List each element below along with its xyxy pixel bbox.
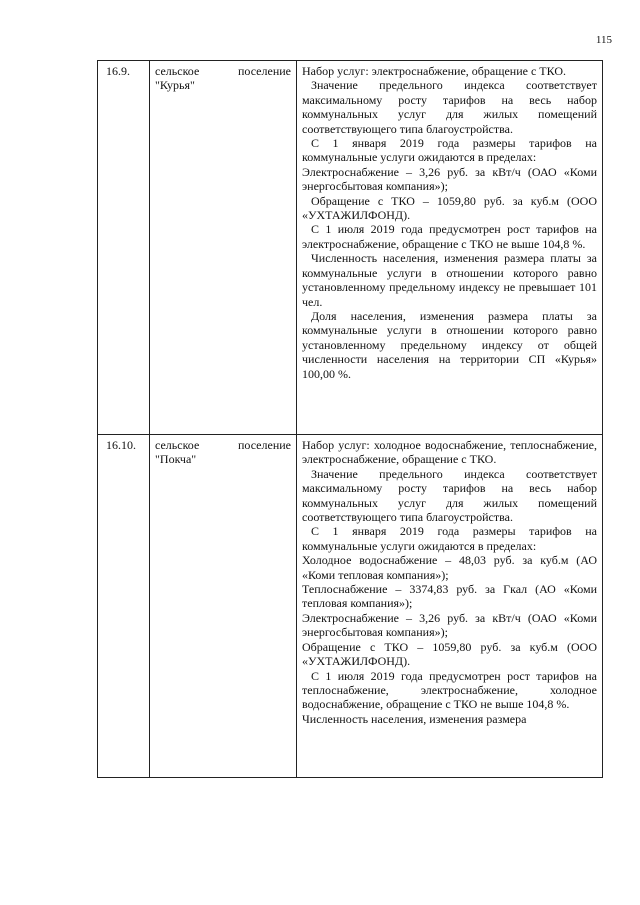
page-number: 115 <box>595 34 612 46</box>
paragraph: Электроснабжение – 3,26 руб. за кВт/ч (ОАО «Коми энергосбытовая компания»); <box>302 610 597 640</box>
paragraph: Набор услуг: холодное водоснабжение, теплоснабжение, электроснабжение, обращение с ТКО. <box>302 438 597 467</box>
row-number: 16.10. <box>98 435 150 778</box>
paragraph: Обращение с ТКО – 1059,80 руб. за куб.м (ООО «УХТАЖИЛФОНД). <box>302 193 597 223</box>
settlement-kind: поселение <box>237 64 291 78</box>
paragraph: Численность населения, изменения размера платы за коммунальные услуги в отношении которого равно установленному предельному индексу не превышает 101 чел. <box>302 251 597 309</box>
paragraph: С 1 января 2019 года размеры тарифов на коммунальные услуги ожидаются в пределах: <box>302 524 597 553</box>
row-number: 16.9. <box>98 61 150 435</box>
tariff-table <box>97 60 603 778</box>
paragraph: Теплоснабжение – 3374,83 руб. за Гкал (АО «Коми тепловая компания»); <box>302 582 597 611</box>
paragraph: Обращение с ТКО – 1059,80 руб. за куб.м (ООО «УХТАЖИЛФОНД). <box>302 639 597 669</box>
paragraph: Электроснабжение – 3,26 руб. за кВт/ч (ОАО «Коми энергосбытовая компания»); <box>302 164 597 194</box>
table-row <box>98 61 603 435</box>
table-row <box>98 435 603 778</box>
settlement-cell <box>150 435 297 778</box>
paragraph: С 1 июля 2019 года предусмотрен рост тарифов на электроснабжение, обращение с ТКО не выше 104,8 %. <box>302 222 597 251</box>
settlement-cell <box>150 61 297 435</box>
paragraph: Доля населения, изменения размера платы за коммунальные услуги в отношении которого равно установленному предельному индексу от общей численности населения на территории СП «Курья» 100,00 %. <box>302 308 597 381</box>
description-cell <box>297 435 603 778</box>
settlement-kind: поселение <box>237 438 291 452</box>
paragraph: Значение предельного индекса соответствует максимальному росту тарифов на весь набор коммунальных услуг для жилых помещений соответствующего типа благоустройства. <box>302 466 597 525</box>
paragraph: С 1 января 2019 года размеры тарифов на коммунальные услуги ожидаются в пределах: <box>302 136 597 165</box>
settlement-name: "Курья" <box>155 78 195 93</box>
settlement-type: сельское <box>155 64 200 78</box>
paragraph: С 1 июля 2019 года предусмотрен рост тарифов на теплоснабжение, электроснабжение, холодное водоснабжение, обращение с ТКО не выше 104,8 %. <box>302 668 597 712</box>
settlement-type: сельское <box>155 438 200 452</box>
settlement-name: "Покча" <box>155 452 197 467</box>
paragraph: Холодное водоснабжение – 48,03 руб. за куб.м (АО «Коми тепловая компания»); <box>302 553 597 582</box>
paragraph: Численность населения, изменения размера <box>302 711 527 726</box>
paragraph: Значение предельного индекса соответствует максимальному росту тарифов на весь набор коммунальных услуг для жилых помещений соответствующего типа благоустройства. <box>302 78 597 136</box>
paragraph: Набор услуг: электроснабжение, обращение с ТКО. <box>302 64 566 78</box>
description-cell <box>297 61 603 435</box>
